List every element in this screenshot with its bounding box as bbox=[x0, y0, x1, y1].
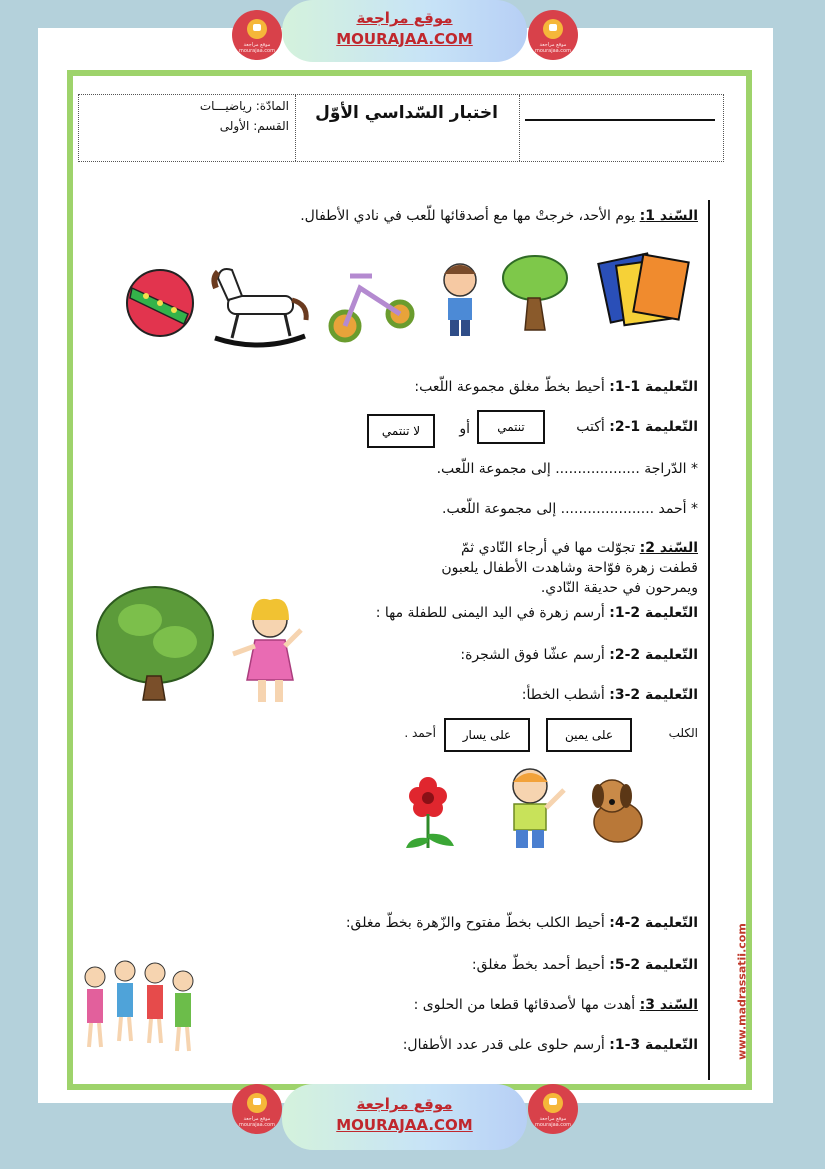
task25-text: أحيط أحمد بخطّ مغلق: bbox=[471, 957, 605, 973]
banner-bottom-arabic[interactable]: موقع مراجعة bbox=[356, 1095, 453, 1113]
task23-label: التّعليمة 2-3: bbox=[609, 687, 698, 703]
level-label: القسم: الأولى bbox=[219, 119, 289, 133]
task31-text: أرسم حلوى على قدر عدد الأطفال: bbox=[402, 1037, 605, 1053]
task11-text: أحيط بخطّ مغلق مجموعة اللّعب: bbox=[414, 379, 605, 395]
ahmed-word: أحمد . bbox=[404, 726, 436, 740]
section2-paragraph bbox=[440, 538, 698, 598]
banner-top-arabic[interactable]: موقع مراجعة bbox=[356, 9, 453, 27]
section1-text: يوم الأحد، خرجتْ مها مع أصدقائها للّعب في نادي الأطفال. bbox=[300, 208, 636, 224]
line-bicycle: * الدّراجة ................... إلى مجموعة اللّعب. bbox=[436, 461, 698, 477]
children-group-illustration bbox=[75, 955, 200, 1060]
logo-right-bottom: موقع مراجعة mourajaa.com bbox=[528, 1084, 578, 1134]
task25-line bbox=[300, 956, 698, 974]
section2-label: السّند 2: bbox=[639, 540, 698, 556]
logo-left-top bbox=[232, 10, 282, 60]
task21-label: التّعليمة 2-1: bbox=[609, 605, 698, 621]
or-word: أو bbox=[459, 421, 470, 437]
task23-line bbox=[300, 686, 698, 704]
ball-icon bbox=[127, 270, 193, 336]
task22-line bbox=[300, 646, 698, 664]
tricycle-icon bbox=[331, 276, 412, 340]
header-table bbox=[78, 94, 724, 162]
task11-line bbox=[200, 378, 698, 396]
dog-word: الكلب bbox=[668, 726, 698, 740]
task22-text: أرسم عشّا فوق الشجرة: bbox=[460, 647, 605, 663]
illustrations-row1 bbox=[120, 248, 710, 348]
section3-label: السّند 3: bbox=[639, 997, 698, 1013]
big-tree-icon bbox=[97, 587, 213, 700]
girl-maha-icon bbox=[233, 599, 301, 702]
boy-icon bbox=[444, 264, 476, 336]
books-icon bbox=[598, 253, 688, 325]
task12-text: أكتب bbox=[576, 419, 605, 435]
tree-icon bbox=[503, 256, 567, 330]
task25-label: التّعليمة 2-5: bbox=[609, 957, 698, 973]
logo-text: موقع مراجعة mourajaa.com bbox=[238, 42, 275, 54]
section3-line bbox=[300, 996, 698, 1014]
section1-label: السّند 1: bbox=[639, 208, 698, 224]
task12-line bbox=[560, 418, 698, 436]
name-line bbox=[525, 119, 715, 121]
logo-right-top: موقع مراجعة mourajaa.com bbox=[528, 10, 578, 60]
dog-icon bbox=[592, 780, 642, 842]
rocking-horse-icon bbox=[214, 269, 306, 345]
task21-text: أرسم زهرة في اليد اليمنى للطفلة مها : bbox=[375, 605, 605, 621]
task24-label: التّعليمة 2-4: bbox=[609, 915, 698, 931]
banner-top[interactable] bbox=[282, 0, 527, 62]
banner-bottom-latin[interactable]: MOURAJAA.COM bbox=[336, 1116, 473, 1134]
task31-label: التّعليمة 3-1: bbox=[609, 1037, 698, 1053]
line-ahmed: * أحمد ..................... إلى مجموعة اللّعب. bbox=[442, 501, 698, 517]
section1-line bbox=[180, 207, 698, 225]
option-left-of-box[interactable]: على يسار bbox=[444, 718, 530, 752]
task22-label: التّعليمة 2-2: bbox=[609, 647, 698, 663]
subject-label: المادّة: رياضيـــات bbox=[199, 99, 289, 113]
boy-ahmed-icon bbox=[513, 769, 564, 848]
banner-top-latin[interactable]: MOURAJAA.COM bbox=[336, 30, 473, 48]
section3-text: أهدت مها لأصدقائها قطعا من الحلوى : bbox=[413, 997, 636, 1013]
option-belongs-box[interactable]: تنتمي bbox=[477, 410, 545, 444]
section2-text: تجوّلت مها في أرجاء النّادي ثمّ قطفت زهرة فوّاحة وشاهدت الأطفال يلعبون ويمرحون في حديقة النّادي. bbox=[441, 540, 698, 596]
flower-icon bbox=[406, 777, 454, 848]
illustrations-row3 bbox=[400, 762, 660, 862]
task23-text: أشطب الخطأ: bbox=[521, 687, 605, 703]
side-watermark: www.madrassatii.com bbox=[735, 923, 749, 1060]
task21-line bbox=[300, 604, 698, 622]
task24-line bbox=[250, 914, 698, 932]
task24-text: أحيط الكلب بخطّ مفتوح والزّهرة بخطّ مغلق: bbox=[345, 915, 605, 931]
banner-bottom[interactable] bbox=[282, 1084, 527, 1150]
task12-label: التّعليمة 1-2: bbox=[609, 419, 698, 435]
task11-label: التّعليمة 1-1: bbox=[609, 379, 698, 395]
logo-left-bottom: موقع مراجعة mourajaa.com bbox=[232, 1084, 282, 1134]
option-not-belongs-box[interactable]: لا تنتمي bbox=[367, 414, 435, 448]
exam-title: اختبار السّداسي الأوّل bbox=[315, 103, 498, 123]
option-right-of-box[interactable]: على يمين bbox=[546, 718, 632, 752]
task31-line bbox=[300, 1036, 698, 1054]
